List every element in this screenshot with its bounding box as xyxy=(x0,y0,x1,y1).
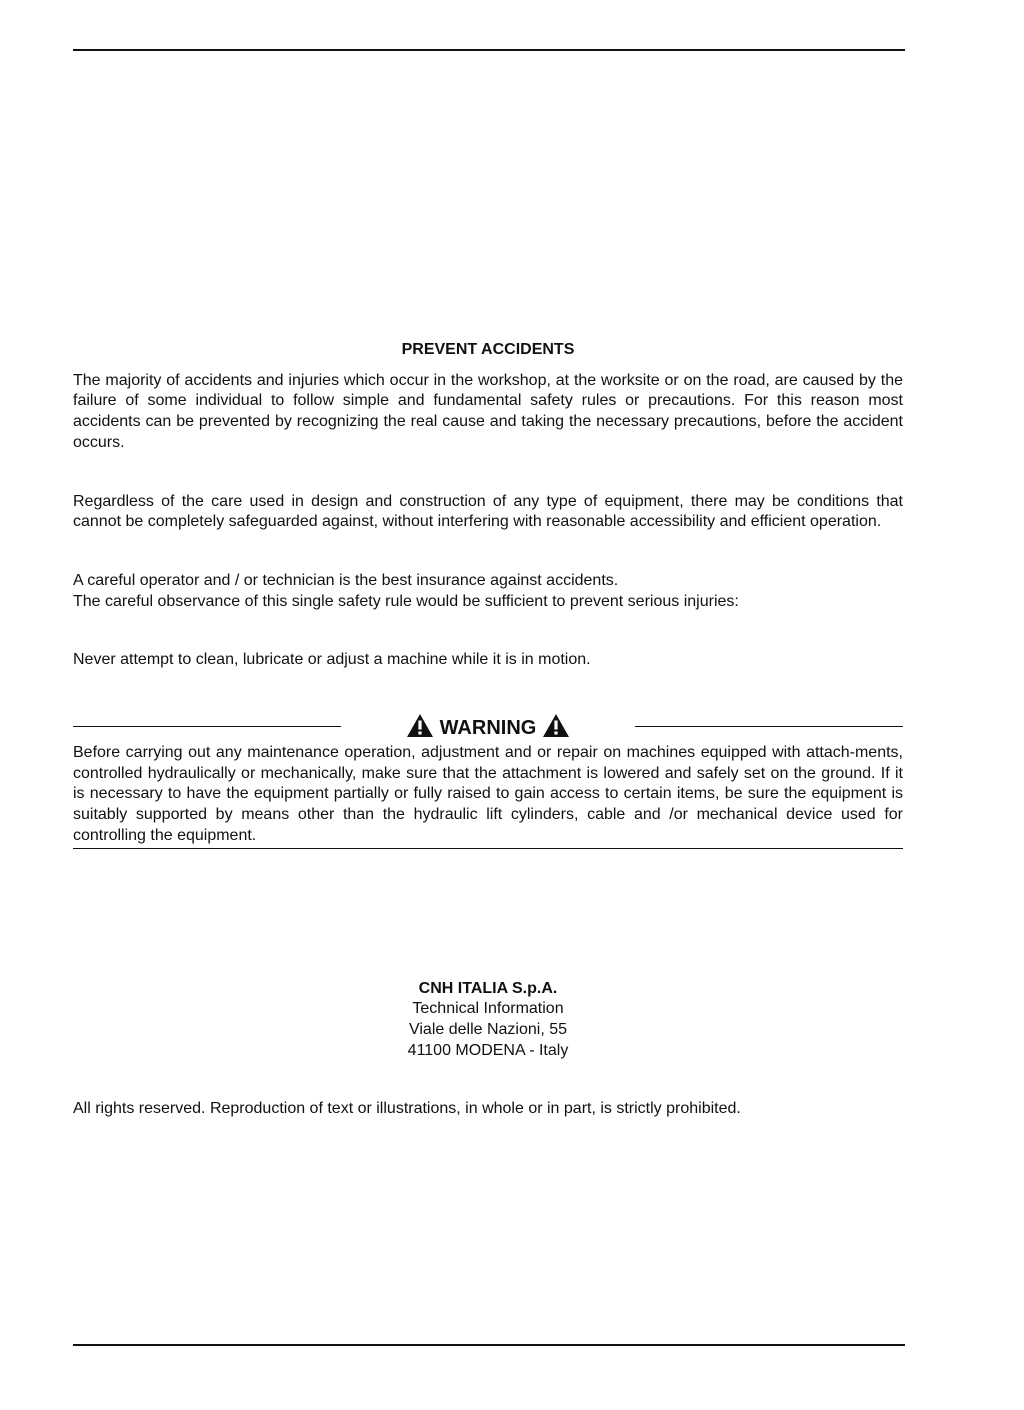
warning-triangle-icon xyxy=(542,713,570,738)
careful-line-2: The careful observance of this single safety rule would be sufficient to prevent serious injuries: xyxy=(73,592,739,610)
equipment-paragraph: Regardless of the care used in design and construction of any type of equipment, there may be conditions that cannot be completely safeguarded against, without interfering with reasonable accessibility and efficient operation. xyxy=(73,492,903,531)
warning-triangle-icon xyxy=(406,713,434,738)
company-city: 41100 MODENA - Italy xyxy=(407,1041,569,1059)
top-rule xyxy=(73,49,905,51)
company-street: Viale delle Nazioni, 55 xyxy=(408,1020,568,1038)
company-block xyxy=(73,979,903,1062)
careful-line-1: A careful operator and / or technician is the best insurance against accidents. xyxy=(73,571,619,589)
never-line: Never attempt to clean, lubricate or adjust a machine while it is in motion. xyxy=(73,651,591,669)
warning-header xyxy=(73,717,903,743)
warning-title: WARNING xyxy=(439,717,537,740)
warning-text: Before carrying out any maintenance operation, adjustment and or repair on machines equipped with attach-ments, controlled hydraulically or mechanically, make sure that the attachment is lowered and safely set on the ground. If it is necessary to have the equipment partially or fully raised to gain access to certain items, be sure the equipment is suitably supported by means other than the hydraulic lift cylinders, cable and /or mechanical device used for controlling the equipment. xyxy=(73,743,903,849)
company-name: CNH ITALIA S.p.A. xyxy=(418,979,558,997)
rights-notice: All rights reserved. Reproduction of text or illustrations, in whole or in part, is strictly prohibited. xyxy=(73,1100,741,1118)
intro-paragraph: The majority of accidents and injuries which occur in the workshop, at the worksite or on the road, are caused by the failure of some individual to follow simple and fundamental safety rules or precautions. For this reason most accidents can be prevented by recognizing the real cause and taking the necessary precautions, before the accident occurs. xyxy=(73,371,903,451)
section-heading: PREVENT ACCIDENTS xyxy=(401,341,575,358)
warning-title-wrap xyxy=(73,713,903,741)
warning-divider-right xyxy=(635,726,903,727)
page-content xyxy=(73,340,903,1120)
bottom-rule xyxy=(73,1344,905,1346)
company-department: Technical Information xyxy=(412,1000,564,1018)
